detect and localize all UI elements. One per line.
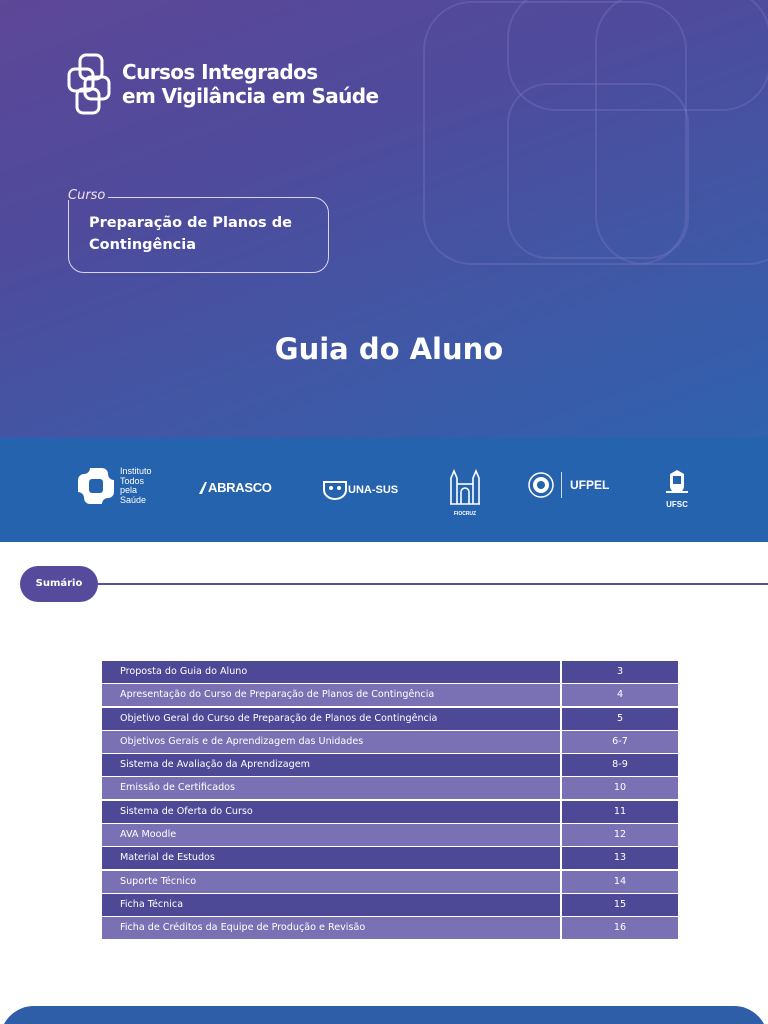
abrasco-mark-icon — [198, 481, 208, 495]
toc-item-page: 4 — [562, 684, 678, 706]
toc-item-title: Ficha Técnica — [102, 894, 560, 916]
table-of-contents — [102, 661, 678, 941]
brand-header — [66, 52, 378, 116]
unasus-name: UNA-SUS — [348, 484, 399, 496]
ufpel-seal-icon — [528, 472, 554, 498]
unasus-shield-icon — [322, 480, 348, 500]
course-label: Curso — [68, 188, 106, 203]
toc-item-page: 12 — [562, 824, 678, 846]
toc-item-page: 5 — [562, 708, 678, 730]
ufsc-crest-icon — [662, 468, 692, 498]
course-title: Preparação de Planos de Contingência — [89, 215, 292, 253]
table-row[interactable] — [102, 917, 678, 940]
toc-item-title: Proposta do Guia do Aluno — [102, 661, 560, 683]
table-row[interactable] — [102, 894, 678, 917]
table-row[interactable] — [102, 871, 678, 894]
toc-item-title: Sistema de Oferta do Curso — [102, 801, 560, 823]
partner-ufpel — [528, 472, 609, 498]
itps-line: Instituto — [120, 466, 152, 476]
toc-item-page: 13 — [562, 847, 678, 869]
toc-item-page: 14 — [562, 871, 678, 893]
fiocruz-castle-icon — [448, 468, 482, 506]
toc-item-title: AVA Moodle — [102, 824, 560, 846]
ufpel-separator — [561, 472, 562, 498]
table-row[interactable] — [102, 754, 678, 777]
table-row[interactable] — [102, 801, 678, 824]
footer-band — [0, 1006, 768, 1024]
itps-name — [120, 467, 152, 505]
itps-cross-logo-icon — [76, 466, 116, 506]
toc-item-page: 6-7 — [562, 731, 678, 753]
table-row[interactable] — [102, 824, 678, 847]
toc-item-title: Material de Estudos — [102, 847, 560, 869]
table-row[interactable] — [102, 731, 678, 754]
fiocruz-name: FIOCRUZ — [453, 511, 477, 517]
abrasco-name: ABRASCO — [208, 480, 272, 495]
toc-item-title: Ficha de Créditos da Equipe de Produção e Revisão — [102, 917, 560, 939]
partner-fiocruz — [448, 468, 482, 517]
summary-label-pill: Sumário — [20, 566, 98, 602]
table-row[interactable] — [102, 847, 678, 870]
toc-item-page: 8-9 — [562, 754, 678, 776]
toc-item-page: 11 — [562, 801, 678, 823]
toc-item-page: 16 — [562, 917, 678, 939]
toc-item-title: Apresentação do Curso de Preparação de Planos de Contingência — [102, 684, 560, 706]
toc-item-page: 15 — [562, 894, 678, 916]
toc-item-title: Objetivo Geral do Curso de Preparação de Planos de Contingência — [102, 708, 560, 730]
itps-line: Todos — [120, 475, 145, 486]
toc-item-title: Sistema de Avaliação da Aprendizagem — [102, 754, 560, 776]
ufsc-name: UFSC — [666, 500, 688, 509]
ufpel-name: UFPEL — [570, 478, 610, 492]
cover-hero — [0, 0, 768, 438]
table-row[interactable] — [102, 708, 678, 731]
table-row[interactable] — [102, 661, 678, 684]
table-row[interactable] — [102, 777, 678, 800]
toc-item-title: Suporte Técnico — [102, 871, 560, 893]
partner-ufsc — [660, 468, 694, 509]
toc-item-page: 10 — [562, 777, 678, 799]
partner-unasus — [322, 480, 398, 500]
brand-name — [122, 60, 378, 108]
toc-item-page: 3 — [562, 661, 678, 683]
itps-line: pela — [120, 485, 138, 495]
table-row[interactable] — [102, 684, 678, 707]
partner-itps — [76, 466, 152, 506]
brand-name-line1: Cursos Integrados — [122, 60, 318, 84]
brand-name-line2: em Vigilância em Saúde — [122, 84, 379, 108]
summary-divider — [90, 583, 768, 585]
itps-line: Saúde — [120, 494, 147, 505]
toc-item-title: Objetivos Gerais e de Aprendizagem das Unidades — [102, 731, 560, 753]
partner-logos-band — [0, 438, 768, 542]
guide-title: Guia do Aluno — [274, 332, 504, 366]
linked-squares-logo-icon — [66, 52, 112, 116]
partner-abrasco — [198, 480, 272, 495]
toc-item-title: Emissão de Certificados — [102, 777, 560, 799]
